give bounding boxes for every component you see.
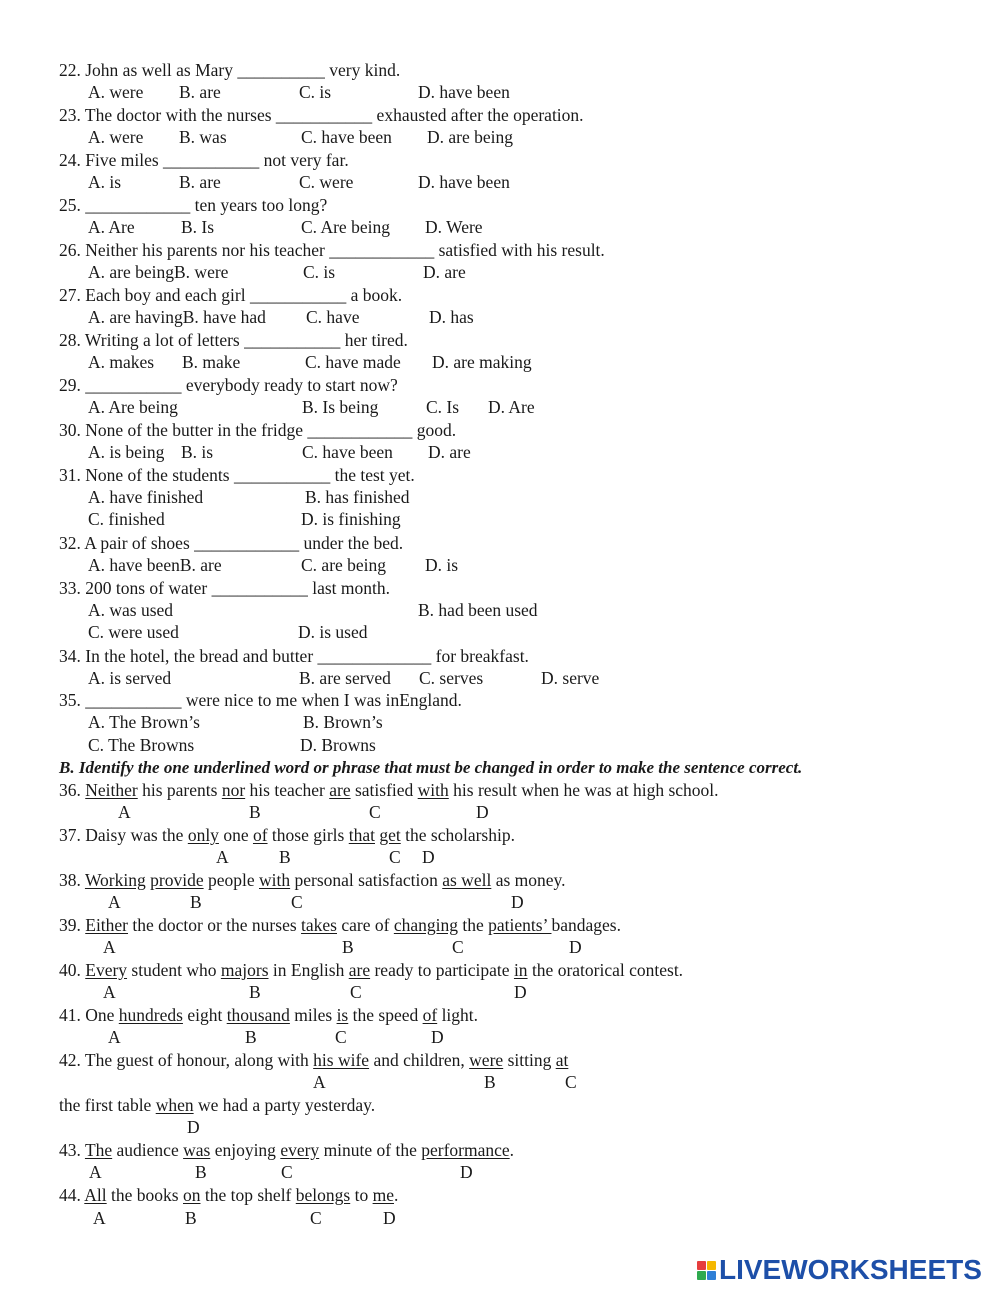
q24-stem: 24. Five miles ___________ not very far. bbox=[59, 150, 349, 170]
q24-option-d: D. have been bbox=[418, 172, 510, 192]
q39-underlined-c: changing bbox=[393, 915, 458, 935]
q29-stem: 29. ___________ everybody ready to start now? bbox=[59, 375, 398, 395]
q38-letter-a: A bbox=[108, 892, 121, 912]
q23-option-a: A. were bbox=[88, 127, 144, 147]
q30-option-c: C. have been bbox=[302, 442, 393, 462]
q44-underlined-d: me bbox=[372, 1185, 394, 1205]
q26-option-ab: A. are beingB. were bbox=[88, 262, 229, 282]
q31-option-c: C. finished bbox=[88, 509, 165, 529]
q33-option-b: B. had been used bbox=[418, 600, 538, 620]
q27-option-d: D. has bbox=[429, 307, 474, 327]
q42-letter-c: C bbox=[565, 1072, 577, 1092]
q37-letter-a: A bbox=[216, 847, 229, 867]
q39-underlined-d: patients’ bbox=[488, 915, 552, 935]
q25-stem: 25. ____________ ten years too long? bbox=[59, 195, 328, 215]
q33-stem: 33. 200 tons of water ___________ last month. bbox=[59, 578, 391, 598]
q26-option-c: C. is bbox=[303, 262, 336, 282]
q43-letter-a: A bbox=[89, 1162, 102, 1182]
q42-letter-a: A bbox=[313, 1072, 326, 1092]
q27-option-ab: A. are havingB. have had bbox=[88, 307, 266, 327]
q28-stem: 28. Writing a lot of letters ___________ her tired. bbox=[59, 330, 408, 350]
q31-stem: 31. None of the students ___________ the test yet. bbox=[59, 465, 415, 485]
section-b-heading: B. Identify the one underlined word or phrase that must be changed in order to make the sentence correct. bbox=[59, 758, 803, 777]
q40-letter-c: C bbox=[350, 982, 362, 1002]
q43-underlined-d: performance bbox=[421, 1140, 510, 1160]
q23-option-c: C. have been bbox=[301, 127, 392, 147]
q32-stem: 32. A pair of shoes ____________ under the bed. bbox=[59, 533, 404, 553]
q44-underlined-a: All bbox=[84, 1185, 107, 1205]
q32-option-c: C. are being bbox=[301, 555, 387, 575]
q38-underlined-d: as well bbox=[442, 870, 492, 890]
q35-option-b: B. Brown’s bbox=[303, 712, 383, 732]
q27-option-c: C. have bbox=[306, 307, 360, 327]
logo-tiles-icon bbox=[697, 1261, 716, 1280]
q40-sentence: 40. Every student who majors in English are ready to participate in the oratorical contest. bbox=[59, 960, 684, 980]
q23-option-b: B. was bbox=[179, 127, 227, 147]
q38-underlined-c: with bbox=[259, 870, 291, 890]
q33-option-c: C. were used bbox=[88, 622, 179, 642]
q44-underlined-c: belongs bbox=[295, 1185, 351, 1205]
q41-letter-c: C bbox=[335, 1027, 347, 1047]
q24-option-a: A. is bbox=[88, 172, 122, 192]
q37-letter-b: B bbox=[279, 847, 291, 867]
q33-option-a: A. was used bbox=[88, 600, 174, 620]
q42-letter-b: B bbox=[484, 1072, 496, 1092]
q34-stem: 34. In the hotel, the bread and butter _____________ for breakfast. bbox=[59, 646, 529, 666]
q39-letter-b: B bbox=[342, 937, 354, 957]
q42-sentence: 42. The guest of honour, along with his wife and children, were sitting at bbox=[59, 1050, 569, 1070]
q36-underlined-a: Neither bbox=[85, 780, 138, 800]
q40-underlined-b: majors bbox=[220, 960, 269, 980]
q36-underlined-c: are bbox=[329, 780, 351, 800]
q42-underlined-d: when bbox=[155, 1095, 194, 1115]
q43-letter-c: C bbox=[281, 1162, 293, 1182]
q30-option-d: D. are bbox=[428, 442, 471, 462]
q34-option-b: B. are served bbox=[299, 668, 391, 688]
q31-option-a: A. have finished bbox=[88, 487, 204, 507]
q22-stem: 22. John as well as Mary __________ very kind. bbox=[59, 60, 401, 80]
q39-letter-a: A bbox=[103, 937, 116, 957]
q37-sentence: 37. Daisy was the only one of those girls that get the scholarship. bbox=[59, 825, 515, 845]
q22-option-d: D. have been bbox=[418, 82, 510, 102]
q41-underlined-d: of bbox=[422, 1005, 438, 1025]
q44-letter-b: B bbox=[185, 1208, 197, 1228]
q23-option-d: D. are being bbox=[427, 127, 514, 147]
q22-option-b: B. are bbox=[179, 82, 221, 102]
q25-option-a: A. Are bbox=[88, 217, 135, 237]
q38-underlined-b: provide bbox=[150, 870, 204, 890]
q39-underlined-a: Either bbox=[85, 915, 129, 935]
q41-letter-d: D bbox=[431, 1027, 444, 1047]
q43-underlined-a: The bbox=[84, 1140, 113, 1160]
q37-letter-c: C bbox=[389, 847, 401, 867]
q37-underlined-d: get bbox=[379, 825, 401, 845]
q29-option-c: C. Is bbox=[426, 397, 460, 417]
q40-underlined-d: in bbox=[513, 960, 528, 980]
q37-underlined-b: of bbox=[252, 825, 268, 845]
q27-stem: 27. Each boy and each girl ___________ a book. bbox=[59, 285, 403, 305]
q23-stem: 23. The doctor with the nurses ___________ exhausted after the operation. bbox=[59, 105, 584, 125]
q42-letter-d: D bbox=[187, 1117, 200, 1137]
q43-letter-d: D bbox=[460, 1162, 473, 1182]
q43-sentence: 43. The audience was enjoying every minute of the performance. bbox=[59, 1140, 515, 1160]
q35-option-a: A. The Brown’s bbox=[88, 712, 200, 732]
q42-sentence-continued: the first table when we had a party yesterday. bbox=[59, 1095, 376, 1115]
q41-letter-b: B bbox=[245, 1027, 257, 1047]
q41-sentence: 41. One hundreds eight thousand miles is the speed of light. bbox=[59, 1005, 479, 1025]
q38-letter-d: D bbox=[511, 892, 524, 912]
q42-underlined-a: his wife bbox=[313, 1050, 370, 1070]
q25-option-b: B. Is bbox=[181, 217, 215, 237]
q41-underlined-a: hundreds bbox=[118, 1005, 183, 1025]
q34-option-c: C. serves bbox=[419, 668, 484, 688]
q30-option-b: B. is bbox=[181, 442, 214, 462]
q25-option-d: D. Were bbox=[425, 217, 483, 237]
q30-stem: 30. None of the butter in the fridge ____________ good. bbox=[59, 420, 457, 440]
q38-letter-c: C bbox=[291, 892, 303, 912]
q22-option-a: A. were bbox=[88, 82, 144, 102]
q43-underlined-b: was bbox=[183, 1140, 211, 1160]
q40-letter-a: A bbox=[103, 982, 116, 1002]
q33-option-d: D. is used bbox=[298, 622, 368, 642]
q41-underlined-b: thousand bbox=[226, 1005, 290, 1025]
q44-underlined-b: on bbox=[183, 1185, 201, 1205]
q36-sentence: 36. Neither his parents nor his teacher are satisfied with his result when he was at high school. bbox=[59, 780, 719, 800]
logo-text: LIVEWORKSHEETS bbox=[719, 1254, 982, 1285]
q24-option-b: B. are bbox=[179, 172, 221, 192]
q35-stem: 35. ___________ were nice to me when I was inEngland. bbox=[59, 690, 462, 710]
q39-letter-c: C bbox=[452, 937, 464, 957]
q26-stem: 26. Neither his parents nor his teacher ____________ satisfied with his result. bbox=[59, 240, 605, 260]
q30-option-a: A. is being bbox=[88, 442, 165, 462]
q32-option-d: D. is bbox=[425, 555, 459, 575]
q34-option-a: A. is served bbox=[88, 668, 172, 688]
q36-letter-d: D bbox=[476, 802, 489, 822]
q44-letter-a: A bbox=[93, 1208, 106, 1228]
q36-underlined-d: with bbox=[417, 780, 449, 800]
q40-letter-b: B bbox=[249, 982, 261, 1002]
q37-letter-d: D bbox=[422, 847, 435, 867]
q36-letter-b: B bbox=[249, 802, 261, 822]
q38-underlined-a: Working bbox=[84, 870, 146, 890]
q28-option-c: C. have made bbox=[305, 352, 401, 372]
q25-option-c: C. Are being bbox=[301, 217, 390, 237]
q35-option-c: C. The Browns bbox=[88, 735, 195, 755]
q38-letter-b: B bbox=[190, 892, 202, 912]
q40-underlined-c: are bbox=[348, 960, 371, 980]
q44-letter-c: C bbox=[310, 1208, 322, 1228]
q42-underlined-c: at bbox=[555, 1050, 569, 1070]
q29-option-b: B. Is being bbox=[302, 397, 379, 417]
q29-option-d: D. Are bbox=[488, 397, 535, 417]
q40-letter-d: D bbox=[514, 982, 527, 1002]
q28-option-b: B. make bbox=[182, 352, 241, 372]
q31-option-d: D. is finishing bbox=[301, 509, 401, 529]
q37-underlined-c: that bbox=[348, 825, 375, 845]
q29-option-a: A. Are being bbox=[88, 397, 178, 417]
q32-option-ab: A. have beenB. are bbox=[88, 555, 222, 575]
q31-option-b: B. has finished bbox=[305, 487, 410, 507]
q22-option-c: C. is bbox=[299, 82, 332, 102]
q35-option-d: D. Browns bbox=[300, 735, 376, 755]
q43-underlined-c: every bbox=[280, 1140, 320, 1160]
q34-option-d: D. serve bbox=[541, 668, 600, 688]
q24-option-c: C. were bbox=[299, 172, 354, 192]
q28-option-a: A. makes bbox=[88, 352, 155, 372]
q36-letter-a: A bbox=[118, 802, 131, 822]
q40-underlined-a: Every bbox=[85, 960, 128, 980]
q41-underlined-c: is bbox=[336, 1005, 349, 1025]
q44-sentence: 44. All the books on the top shelf belongs to me. bbox=[59, 1185, 399, 1205]
q36-letter-c: C bbox=[369, 802, 381, 822]
q38-sentence: 38. Working provide people with personal satisfaction as well as money. bbox=[59, 870, 566, 890]
q44-letter-d: D bbox=[383, 1208, 396, 1228]
q26-option-d: D. are bbox=[423, 262, 466, 282]
q43-letter-b: B bbox=[195, 1162, 207, 1182]
q37-underlined-a: only bbox=[187, 825, 219, 845]
q42-underlined-b: were bbox=[469, 1050, 504, 1070]
q41-letter-a: A bbox=[108, 1027, 121, 1047]
q39-letter-d: D bbox=[569, 937, 582, 957]
liveworksheets-logo bbox=[697, 1254, 982, 1286]
q28-option-d: D. are making bbox=[432, 352, 532, 372]
q39-sentence: 39. Either the doctor or the nurses takes care of changing the patients’ bandages. bbox=[59, 915, 621, 935]
q36-underlined-b: nor bbox=[221, 780, 246, 800]
q39-underlined-b: takes bbox=[301, 915, 337, 935]
